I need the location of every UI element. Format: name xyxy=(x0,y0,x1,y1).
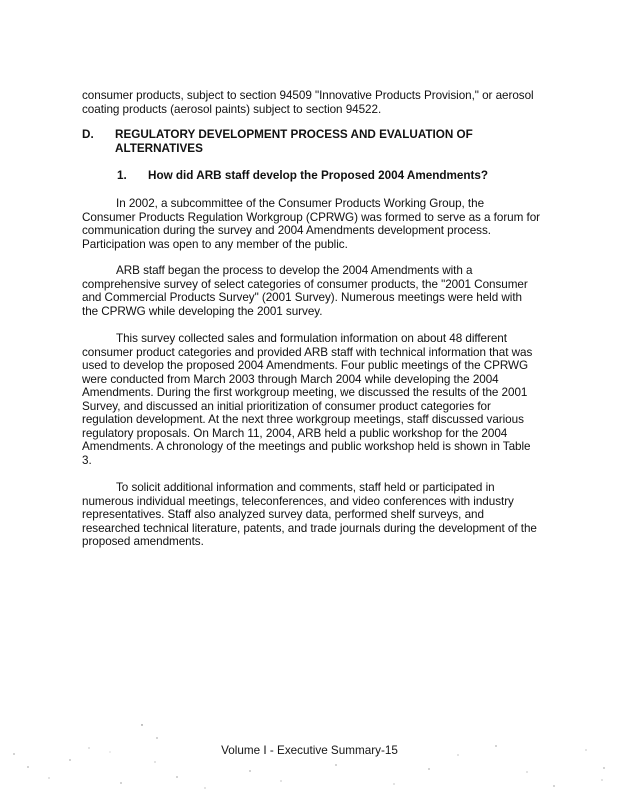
subsection-title: How did ARB staff develop the Proposed 2004 Amendments? xyxy=(148,169,489,182)
section-title: REGULATORY DEVELOPMENT PROCESS AND EVALUATION OF ALTERNATIVES xyxy=(115,128,473,155)
paragraph-additional-information: To solicit additional information and comments, staff held or participated in numerous individual meetings, teleconferences, and video conferences with industry representatives. Staff also analyzed survey data, performed shelf surveys, and researched technical literature, patents, and trade journals during the development of the proposed amendments. xyxy=(82,481,537,548)
page-footer: Volume I - Executive Summary-15 xyxy=(221,744,398,757)
paragraph-survey-process: ARB staff began the process to develop the 2004 Amendments with a comprehensive survey of select categories of consumer products, the "2001 Consumer and Commercial Products Survey" (2001 Survey). Numerous meetings were held with the CPRWG while developing the 2001 survey. xyxy=(82,264,528,318)
continuation-paragraph: consumer products, subject to section 94509 "Innovative Products Provision," or aerosol coating products (aerosol paints) subject to section 94522. xyxy=(82,89,534,116)
paragraph-cprwg-formation: In 2002, a subcommittee of the Consumer Products Working Group, the Consumer Products Regulation Workgroup (CPRWG) was formed to serve as a forum for communication during the survey and 2004 Amendments development process. Participation was open to any member of the public. xyxy=(82,197,540,251)
subsection-number: 1. xyxy=(117,169,127,182)
paragraph-survey-results: This survey collected sales and formulation information on about 48 different consumer product categories and provided ARB staff with technical information that was used to develop the proposed 2004 Amendments. Four public meetings of the CPRWG were conducted from March 2003 through March 2004 while developing the 2004 Amendments. During the first workgroup meeting, we discussed the results of the 2001 Survey, and discussed an initial prioritization of consumer product categories for regulation development. At the next three workgroup meetings, staff discussed various regulatory proposals. On March 11, 2004, ARB held a public workshop for the 2004 Amendments. A chronology of the meetings and public workshop held is shown in Table 3. xyxy=(82,332,533,467)
section-letter: D. xyxy=(82,128,94,141)
